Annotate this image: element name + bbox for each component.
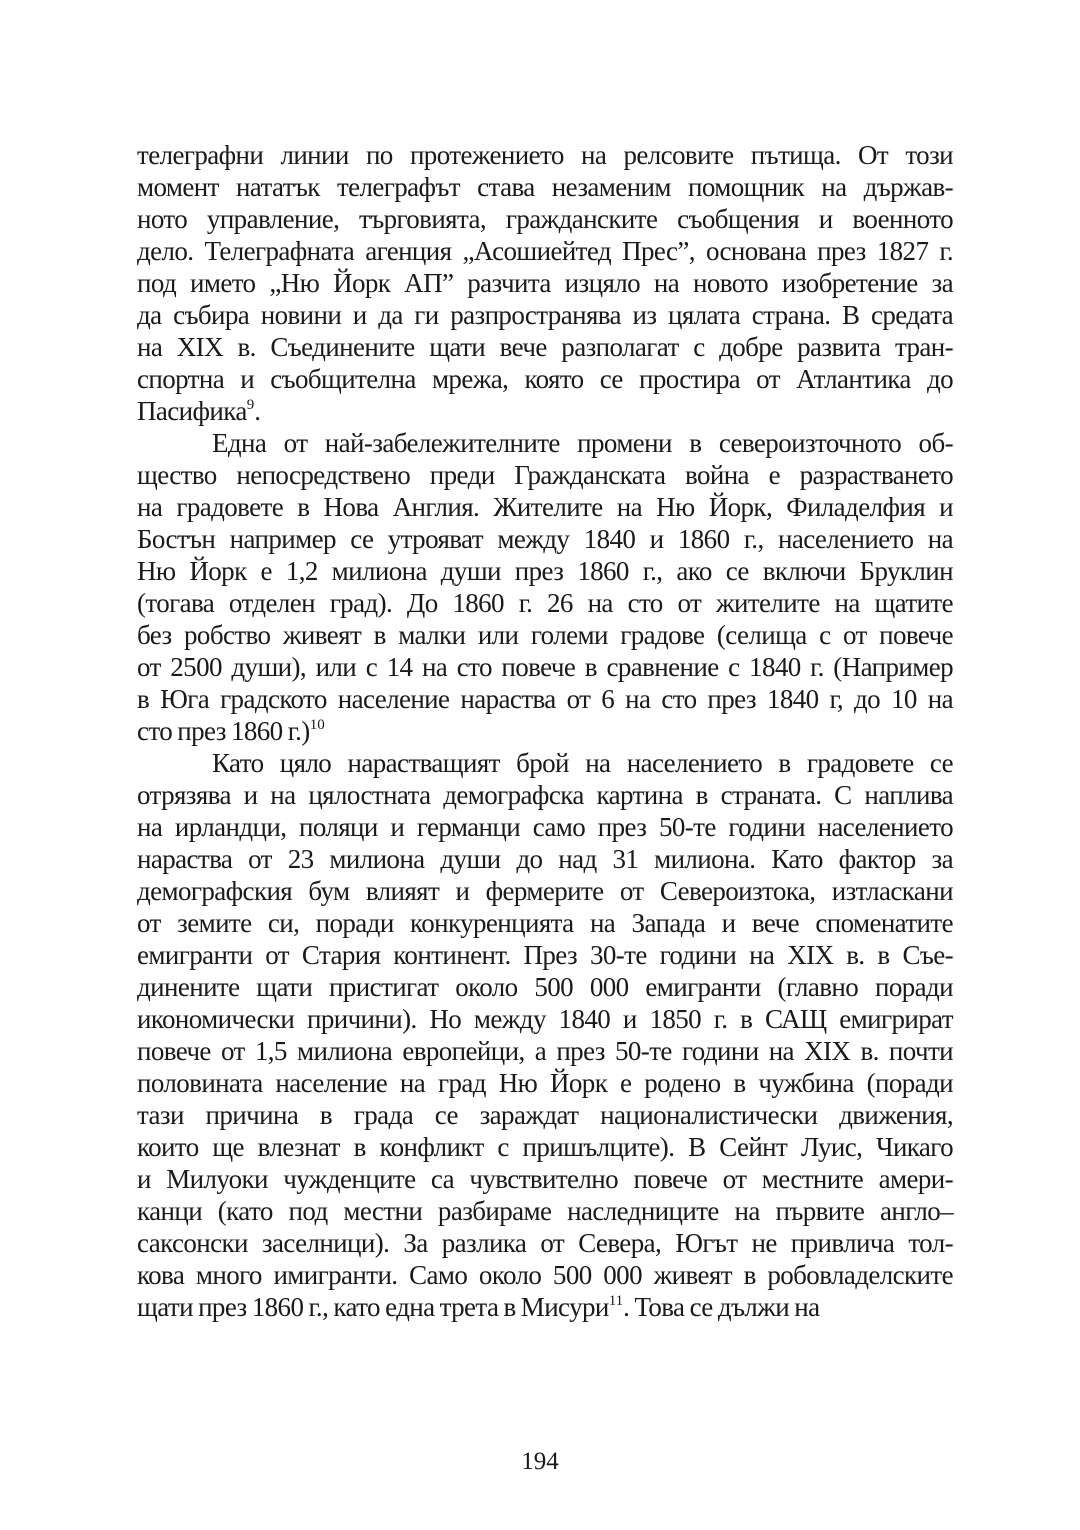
line-text: нараства от 23 милиона души до над 31 милиона. Като фактор за [137, 844, 953, 874]
line-text: под името „Ню Йорк АП” разчита изцяло на новото изобретение за [137, 268, 953, 298]
line-text: тази причина в града се зараждат националистически движения, [137, 1100, 953, 1130]
line-text: да събира новини и да ги разпространява из цялата страна. В средата [137, 300, 953, 330]
line-text: Една от най-забележителните промени в североизточното об- [212, 428, 953, 458]
text-line [137, 971, 953, 1003]
text-line [137, 363, 953, 395]
text-line [137, 1195, 953, 1227]
line-text-after: . [254, 396, 261, 426]
line-text: канци (като под местни разбираме наследниците на първите англо– [137, 1196, 953, 1226]
text-line [137, 619, 953, 651]
line-text: от земите си, поради конкуренцията на Запада и вече споменатите [137, 908, 953, 938]
line-text: сто през 1860 г.) [137, 716, 310, 746]
text-line [137, 1131, 953, 1163]
body-text [137, 139, 953, 1323]
text-line [137, 427, 953, 459]
text-line [137, 395, 953, 427]
line-text: щати през 1860 г., като една трета в Мисури [137, 1292, 609, 1322]
text-line [137, 459, 953, 491]
text-line [137, 907, 953, 939]
line-text: на XIX в. Съединените щати вече разполагат с добре развита тран- [137, 332, 953, 362]
line-text: щество непосредствено преди Гражданската война е разрастването [137, 460, 953, 490]
text-line [137, 651, 953, 683]
line-text: момент нататък телеграфът става незаменим помощник на държав- [137, 172, 953, 202]
text-line [137, 1099, 953, 1131]
text-line [137, 811, 953, 843]
footnote-reference: 11 [608, 1293, 624, 1309]
line-text: Бостън например се утрояват между 1840 и 1860 г., населението на [137, 524, 953, 554]
text-line [137, 1067, 953, 1099]
footnote-reference: 10 [309, 717, 325, 733]
text-line [137, 555, 953, 587]
text-line [137, 683, 953, 715]
text-line [137, 779, 953, 811]
text-line [137, 715, 953, 747]
text-line [137, 747, 953, 779]
line-text-after: . Това се дължи на [623, 1292, 820, 1322]
text-line [137, 235, 953, 267]
line-text: кова много имигранти. Само около 500 000 живеят в робовладелските [137, 1260, 953, 1290]
text-line [137, 299, 953, 331]
text-line [137, 331, 953, 363]
line-text: демографския бум влияят и фермерите от Североизтока, изтласкани [137, 876, 953, 906]
text-line [137, 1035, 953, 1067]
line-text: саксонски заселници). За разлика от Севера, Югът не привлича тол- [137, 1228, 953, 1258]
text-line [137, 491, 953, 523]
line-text: динените щати пристигат около 500 000 емигранти (главно поради [137, 972, 953, 1002]
text-line [137, 267, 953, 299]
text-line [137, 587, 953, 619]
text-line [137, 875, 953, 907]
line-text: (тогава отделен град). До 1860 г. 26 на сто от жителите на щатите [137, 588, 953, 618]
text-line [137, 523, 953, 555]
text-line [137, 843, 953, 875]
text-line [137, 171, 953, 203]
footnote-reference: 9 [246, 397, 255, 413]
page-number: 194 [521, 1448, 559, 1475]
line-text: телеграфни линии по протежението на релсовите пътища. От този [137, 140, 953, 170]
line-text: емигранти от Стария континент. През 30-те години на XIX в. в Съе- [137, 940, 953, 970]
text-line [137, 139, 953, 171]
text-line [137, 939, 953, 971]
line-text: без робство живеят в малки или големи градове (селища с от повече [137, 620, 953, 650]
line-text: в Юга градското население нараства от 6 на сто през 1840 г, до 10 на [137, 684, 953, 714]
line-text: на ирландци, поляци и германци само през 50-те години населението [137, 812, 953, 842]
text-line [137, 1003, 953, 1035]
line-text: отрязява и на цялостната демографска картина в страната. С наплива [137, 780, 953, 810]
text-line [137, 1291, 953, 1323]
line-text: Пасифика [137, 396, 247, 426]
line-text: които ще влезнат в конфликт с пришълците). В Сейнт Луис, Чикаго [137, 1132, 953, 1162]
line-text: на градовете в Нова Англия. Жителите на Ню Йорк, Филаделфия и [137, 492, 953, 522]
line-text: половината население на град Ню Йорк е родено в чужбина (поради [137, 1068, 953, 1098]
line-text: Ню Йорк е 1,2 милиона души през 1860 г., ако се включи Бруклин [137, 556, 953, 586]
line-text: и Милуоки чужденците са чувствително повече от местните амери- [137, 1164, 953, 1194]
line-text: икономически причини). Но между 1840 и 1850 г. в САЩ емигрират [137, 1004, 953, 1034]
line-text: повече от 1,5 милиона европейци, а през 50-те години на XIX в. почти [137, 1036, 953, 1066]
line-text: ното управление, търговията, гражданските съобщения и военното [137, 204, 953, 234]
text-line [137, 203, 953, 235]
text-line [137, 1227, 953, 1259]
line-text: от 2500 души), или с 14 на сто повече в сравнение с 1840 г. (Например [137, 652, 953, 682]
text-line [137, 1163, 953, 1195]
text-line [137, 1259, 953, 1291]
line-text: спортна и съобщителна мрежа, която се простира от Атлантика до [137, 364, 953, 394]
line-text: дело. Телеграфната агенция „Асошиейтед Прес”, основана през 1827 г. [137, 236, 953, 266]
line-text: Като цяло нарастващият брой на населението в градовете се [212, 748, 953, 778]
